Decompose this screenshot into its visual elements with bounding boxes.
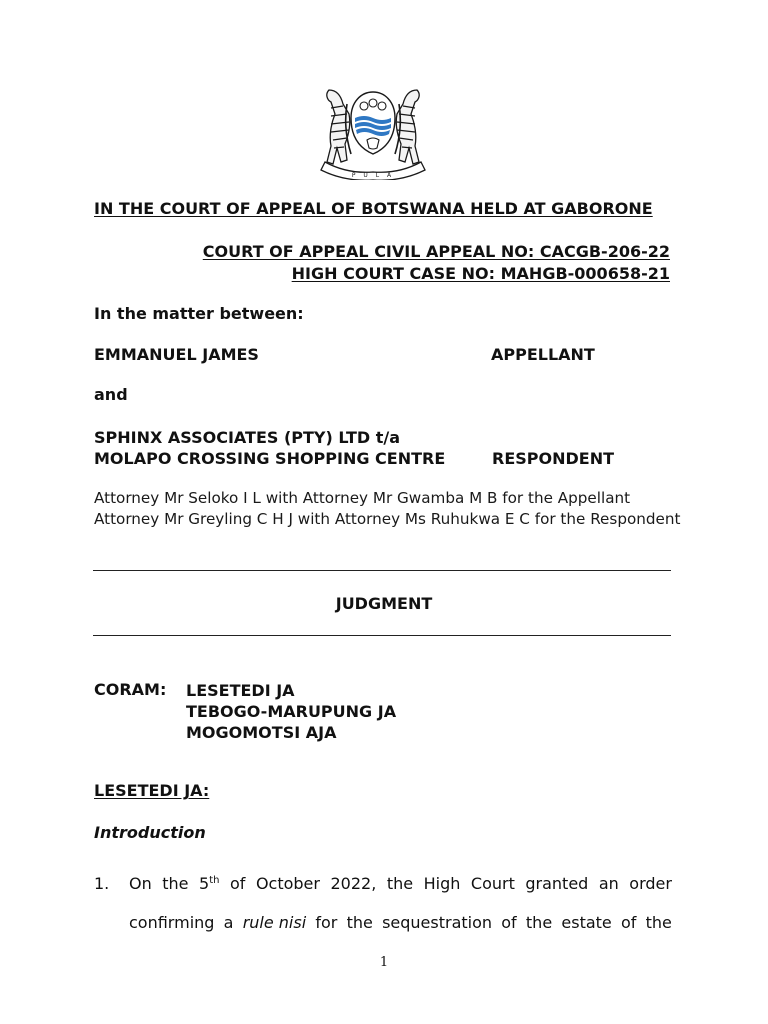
appellant-role: APPELLANT [491, 345, 595, 364]
ordinal-number: 5 [199, 874, 210, 893]
appeal-case-number: COURT OF APPEAL CIVIL APPEAL NO: CACGB-206-22 [202, 242, 670, 261]
word: of [230, 874, 246, 893]
word: sequestration [382, 913, 493, 932]
respondent-role: RESPONDENT [492, 449, 615, 468]
word: On [129, 874, 152, 893]
word: the [386, 874, 414, 893]
word-italic: rule nisi [242, 913, 307, 932]
divider-bottom [93, 635, 671, 636]
word: the [645, 913, 672, 932]
word: the [525, 913, 553, 932]
word: of [620, 913, 637, 932]
word: an [598, 874, 619, 893]
case-numbers [203, 241, 670, 285]
word: 2022, [330, 874, 377, 893]
word: granted [525, 874, 589, 893]
word: October [255, 874, 320, 893]
coram-judge: LESETEDI JA [186, 681, 295, 700]
paragraph-number: 1. [94, 874, 110, 893]
matter-between: In the matter between: [94, 304, 304, 323]
coat-of-arms-icon [307, 84, 439, 180]
divider-top [93, 570, 671, 571]
respondent-name-line1: SPHINX ASSOCIATES (PTY) LTD t/a [94, 428, 400, 447]
svg-text:P U L A: P U L A [351, 172, 395, 179]
word: for [315, 913, 338, 932]
coram-judge: TEBOGO-MARUPUNG JA [186, 702, 397, 721]
word: estate [561, 913, 612, 932]
respondent-name-line2: MOLAPO CROSSING SHOPPING CENTRE [94, 449, 446, 468]
and-text: and [94, 385, 128, 404]
section-heading: Introduction [94, 823, 206, 842]
judge-heading: LESETEDI JA: [94, 781, 210, 800]
word: a [223, 913, 234, 932]
word: confirming [129, 913, 215, 932]
coram-judge: MOGOMOTSI AJA [186, 723, 337, 742]
high-court-case-number: HIGH COURT CASE NO: MAHGB-000658-21 [291, 264, 670, 283]
coram-judges [186, 680, 396, 743]
word: the [346, 913, 373, 932]
appellant-name: EMMANUEL JAMES [94, 345, 259, 364]
word-ordinal [199, 874, 219, 893]
judgment-heading: JUDGMENT [335, 594, 433, 613]
court-heading: IN THE COURT OF APPEAL OF BOTSWANA HELD AT GABORONE [94, 199, 653, 218]
word: the [162, 874, 189, 893]
attorneys-text: Attorney Mr Seloko I L with Attorney Mr Gwamba M B for the Appellant Attorney Mr Greyling C H J with Attorney Ms Ruhukwa E C for the Respondent [94, 489, 681, 528]
word: of [501, 913, 517, 932]
word: order [629, 874, 672, 893]
word: High [423, 874, 461, 893]
page-number: 1 [379, 955, 389, 970]
ordinal-suffix: th [209, 875, 220, 886]
coram-label: CORAM: [94, 680, 167, 699]
paragraph-line-2 [129, 913, 672, 932]
word: Court [470, 874, 515, 893]
paragraph-line-1 [129, 874, 672, 893]
